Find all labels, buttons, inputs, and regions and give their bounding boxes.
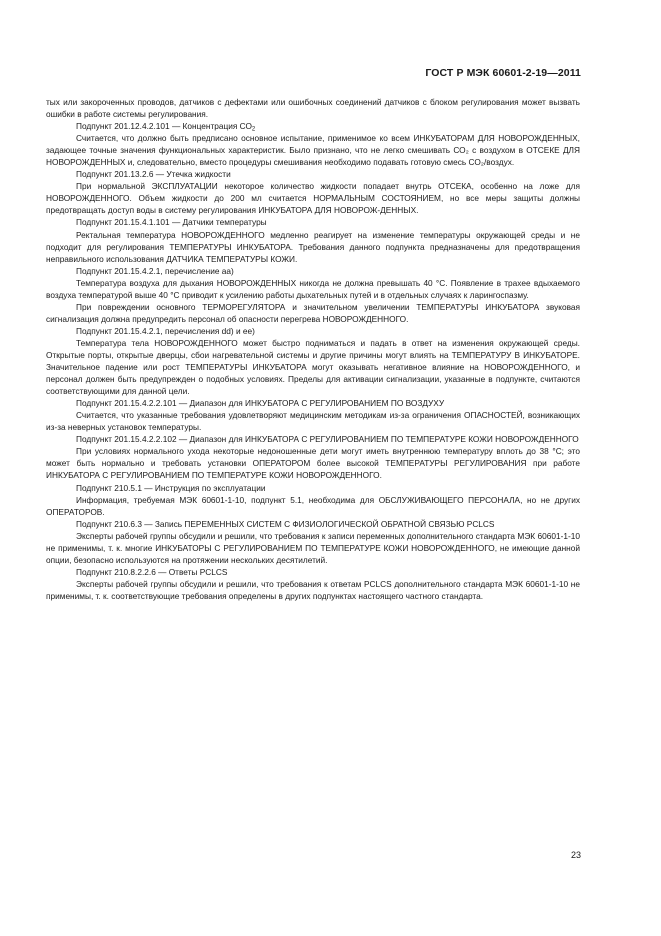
- page-number: 23: [570, 850, 581, 860]
- paragraph: Эксперты рабочей группы обсудили и решили, что требования к записи переменных дополнительного стандарта МЭК 60601-1-10 не применимы, т. к. многие ИНКУБАТОРЫ С РЕГУЛИРОВАНИЕМ ПО ТЕМПЕРАТУРЕ КОЖИ НОВОРОЖДЕННОГО, не имеющие данной опции, безопасно используются на протяжении нескольких десятилетий.: [46, 530, 580, 565]
- subclause-heading: Подпункт 201.15.4.2.1, перечисления dd) и ее): [76, 325, 255, 336]
- subclause-heading: Подпункт 201.15.4.1.101 — Датчики температуры: [76, 217, 267, 228]
- document-header: ГОСТ Р МЭК 60601-2-19—2011: [425, 67, 581, 79]
- paragraph: Считается, что указанные требования удовлетворяют медицинским методикам из-за ограничения ОПАСНОСТЕЙ, возникающих из-за неверных установок температуры.: [46, 410, 580, 433]
- paragraph: Температура тела НОВОРОЖДЕННОГО может быстро подниматься и падать в ответ на изменения окружающей среды. Открытые порты, открытые дверцы, сбои нагревательной системы и другие причины могут влиять на ТЕМПЕРАТУРУ В ИНКУБАТОРЕ. Значительное падение или рост ТЕМПЕРАТУРЫ ИНКУБАТОРА могут оказывать негативное влияние на НОВОРОЖДЕННОГО, и персонал должен быть предупрежден о подобных условиях. Пределы для активации сигнализации, указанные в подпункте, считаются соответствующими для данной цели.: [46, 337, 580, 397]
- subclause-heading: Подпункт 201.15.4.2.1, перечисление аа): [76, 265, 234, 276]
- paragraph: Эксперты рабочей группы обсудили и решили, что требования к ответам PCLCS дополнительного стандарта МЭК 60601-1-10 не применимы, т. к. соответствующие требования определены в других подпунктах настоящего частного стандарта.: [46, 578, 580, 601]
- paragraph: Температура воздуха для дыхания НОВОРОЖДЕННЫХ никогда не должна превышать 40 °С. Появление в трахее вдыхаемого воздуха температурой выше 40 °С приводит к усилению работы дыхательных путей и в отдельных случаях к ларингоспазму.: [46, 277, 580, 300]
- subclause-heading: Подпункт 210.8.2.2.6 — Ответы PCLCS: [76, 566, 228, 577]
- subclause-heading: Подпункт 201.13.2.6 — Утечка жидкости: [76, 169, 231, 180]
- subclause-heading: Подпункт 210.5.1 — Инструкция по эксплуатации: [76, 482, 266, 493]
- document-body: [46, 96, 580, 602]
- paragraph: Считается, что должно быть предписано основное испытание, применимое ко всем ИНКУБАТОРАМ ДЛЯ НОВОРОЖДЕННЫХ, задающее точные значения функциональных характеристик. Было признано, что не легко смешивать СО₂ с воздухом в ОТСЕКЕ ДЛЯ НОВОРОЖДЕННЫХ и, следовательно, вместо процедуры смешивания необходимо подавать готовую смесь СО₂/воздух.: [46, 133, 580, 168]
- subclause-heading: Подпункт 201.15.4.2.2.102 — Диапазон для ИНКУБАТОРА С РЕГУЛИРОВАНИЕМ ПО ТЕМПЕРАТУРЕ КОЖИ НОВОРОЖДЕННОГО: [76, 434, 579, 445]
- subclause-heading-co2: [46, 120, 580, 132]
- paragraph: При условиях нормального ухода некоторые недоношенные дети могут иметь внутреннюю температуру вплоть до 38 °С; это может быть нормально и требовать установки ОПЕРАТОРОМ более высокой ТЕМПЕРАТУРЫ РЕГУЛИРОВАНИЯ при работе ИНКУБАТОРА С РЕГУЛИРОВАНИЕМ ПО ТЕМПЕРАТУРЕ КОЖИ НОВОРОЖДЕННОГО.: [46, 446, 580, 481]
- subscript: 2: [251, 126, 256, 133]
- subclause-heading: Подпункт 201.15.4.2.2.101 — Диапазон для ИНКУБАТОРА С РЕГУЛИРОВАНИЕМ ПО ВОЗДУХУ: [76, 398, 445, 409]
- paragraph: При повреждении основного ТЕРМОРЕГУЛЯТОРА и значительном увеличении ТЕМПЕРАТУРЫ ИНКУБАТОРА звуковая сигнализация должна предупредить персонал об опасности перегрева НОВОРОЖДЕННОГО.: [46, 301, 580, 324]
- paragraph: Информация, требуемая МЭК 60601-1-10, подпункт 5.1, необходима для ОБСЛУЖИВАЮЩЕГО ПЕРСОНАЛА, но не других ОПЕРАТОРОВ.: [46, 494, 580, 517]
- paragraph: При нормальной ЭКСПЛУАТАЦИИ некоторое количество жидкости попадает внутрь ОТСЕКА, особенно на ложе для НОВОРОЖДЕННОГО. Объем жидкости до 200 мл считается НОРМАЛЬНЫМ СОСТОЯНИЕМ, но все меры защиты должны предотвращать доступ воды в систему регулирования ИНКУБАТОРА ДЛЯ НОВОРОЖ-ДЕННЫХ.: [46, 181, 580, 216]
- paragraph: Ректальная температура НОВОРОЖДЕННОГО медленно реагирует на изменение температуры окружающей среды и не подходит для регулирования ТЕМПЕРАТУРЫ ИНКУБАТОРА. Требования данного подпункта предназначены для предотвращения неправильного использования ДАТЧИКА ТЕМПЕРАТУРЫ КОЖИ.: [46, 229, 580, 264]
- paragraph-continuation: тых или закороченных проводов, датчиков с дефектами или ошибочных соединений датчиков с блоком регулирования может вызвать ошибки в работе системы регулирования.: [46, 97, 580, 120]
- subclause-heading: Подпункт 210.6.3 — Запись ПЕРЕМЕННЫХ СИСТЕМ С ФИЗИОЛОГИЧЕСКОЙ ОБРАТНОЙ СВЯЗЬЮ PCLCS: [76, 518, 495, 529]
- heading-text: Подпункт 201.12.4.2.101 — Концентрация СО: [76, 121, 252, 132]
